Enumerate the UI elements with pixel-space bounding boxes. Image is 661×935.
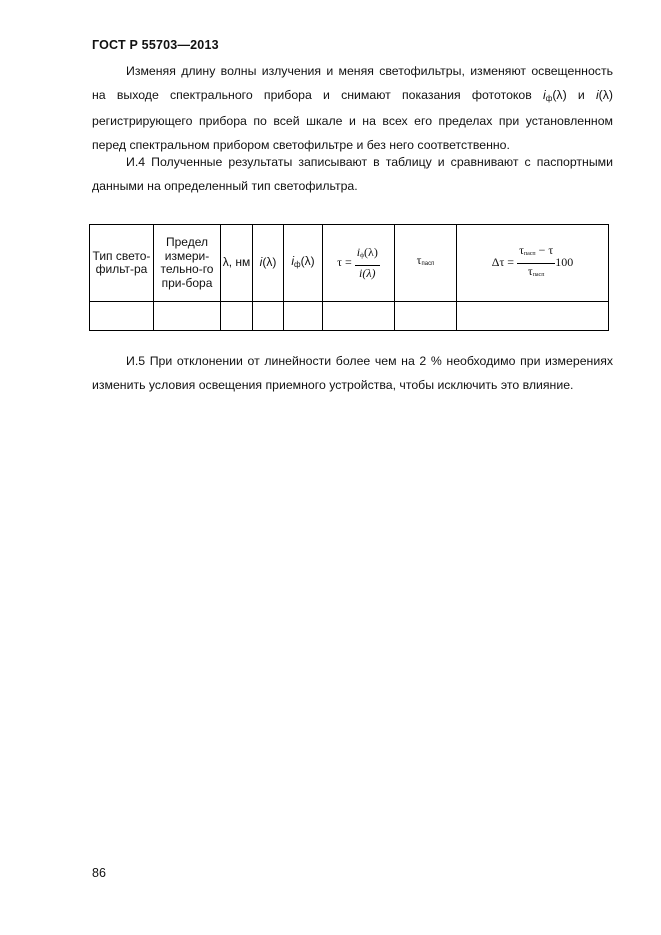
col-wavelength: λ, нм	[221, 225, 253, 302]
paragraph-i4: И.4 Полученные результаты записывают в таблицу и сравнивают с паспортными данными на определенный тип светофильтра.	[92, 155, 613, 193]
col-deviation-formula: Δτ = $\frac{\tau_{пасп} - \tau}{\tau_{пасп}}$ 100	[457, 225, 609, 302]
page-number: 86	[92, 866, 106, 880]
paragraph-i5: И.5 При отклонении от линейности более чем на 2 % необходимо при измерениях изменить условия освещения приемного устройства, чтобы исключить это влияние.	[92, 354, 613, 392]
results-table	[89, 224, 609, 331]
col-filter-type: Тип свето-фильт-ра	[90, 225, 154, 302]
table-cell	[323, 302, 395, 331]
table-cell	[284, 302, 323, 331]
table-cell	[154, 302, 221, 331]
table-cell	[221, 302, 253, 331]
col-passport-transmittance: $\tau_{пасп}$	[395, 225, 457, 302]
paragraph-measurement-procedure: Изменяя длину волны излучения и меняя светофильтры, изменяют освещенность на выходе спектрального прибора и снимают показания фототоков $i_ф(\lambda)$ и i(λ) регистрирующего прибора по всей шкале и на всех его пределах при установленном перед спектральном прибором светофильтре и без него соответственно.	[92, 64, 614, 152]
table-cell	[90, 302, 154, 331]
col-measurement-limit: Предел измери-тельно-го при-бора	[154, 225, 221, 302]
table-row	[90, 302, 609, 331]
col-phototcurrent: $i_ф(\lambda)$	[284, 225, 323, 302]
col-current: i(λ)	[253, 225, 284, 302]
document-header: ГОСТ Р 55703—2013	[92, 38, 219, 52]
col-transmittance-formula: τ = $\frac{i_ф(\lambda)}{i(\lambda)}$	[323, 225, 395, 302]
table-cell	[457, 302, 609, 331]
table-cell	[253, 302, 284, 331]
table-cell	[395, 302, 457, 331]
table-header-row	[90, 225, 609, 302]
